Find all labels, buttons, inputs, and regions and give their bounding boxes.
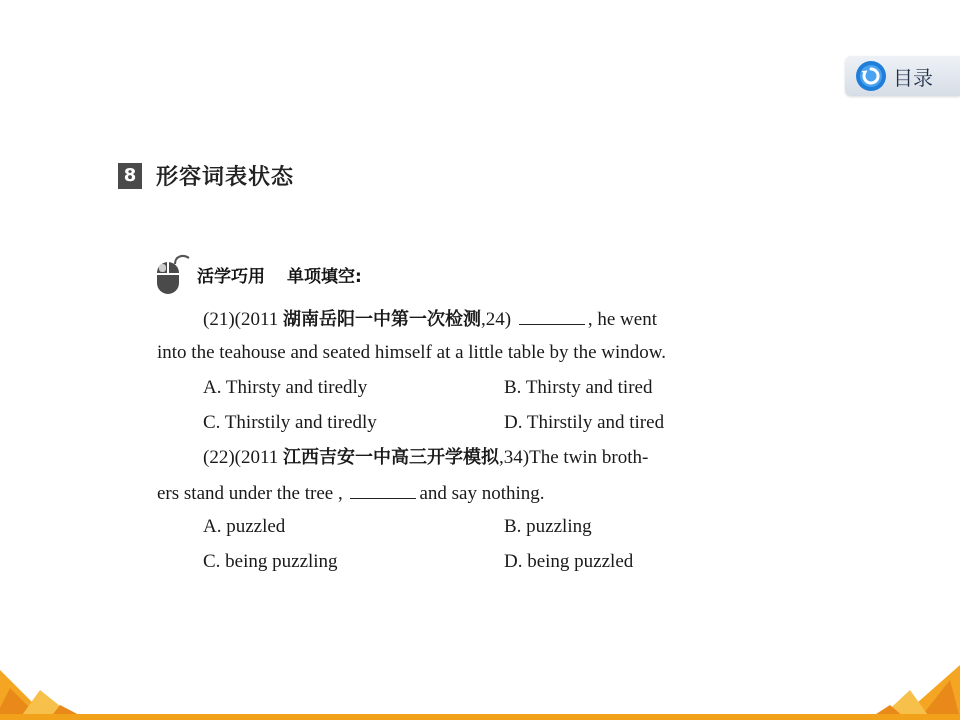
q22-source: 江西吉安一中高三开学模拟 (283, 447, 500, 468)
q22-number: (22) (203, 447, 235, 468)
q21-source: 湖南岳阳一中第一次检测 (283, 309, 482, 330)
q22-stem-start: ers stand under the tree , (157, 483, 343, 504)
return-icon (855, 60, 887, 92)
q21-option-c[interactable]: C. Thirstily and tiredly (203, 412, 377, 433)
q21-source-year: (2011 (234, 309, 279, 330)
corner-decoration-left (0, 660, 110, 720)
sub-heading-instruction: 单项填空: (287, 266, 362, 287)
q22-source-year: (2011 (234, 447, 279, 468)
q21-option-b[interactable]: B. Thirsty and tired (504, 377, 653, 398)
q22-line1 (203, 446, 648, 470)
q21-number: (21) (203, 309, 235, 330)
section-number: 8 (118, 163, 142, 189)
q21-option-a[interactable]: A. Thirsty and tiredly (203, 377, 368, 398)
q22-stem-tail: and say nothing. (419, 483, 545, 504)
sub-heading-label: 活学巧用 (197, 266, 265, 287)
q22-option-b[interactable]: B. puzzling (504, 516, 592, 537)
q21-source-num: ,24) (481, 309, 512, 330)
corner-decoration-right (850, 660, 960, 720)
q21-option-d[interactable]: D. Thirstily and tired (504, 412, 665, 433)
section-header (118, 160, 294, 191)
q21-stem-end: , he went (587, 309, 657, 330)
section-title: 形容词表状态 (156, 165, 295, 190)
q22-line2 (157, 480, 545, 506)
q22-blank[interactable] (350, 480, 416, 499)
q22-option-c[interactable]: C. being puzzling (203, 551, 338, 572)
mouse-icon (155, 252, 191, 296)
q21-line2: into the teahouse and seated himself at a little table by the window. (157, 342, 666, 363)
q21-line1 (203, 306, 657, 332)
q22-option-d[interactable]: D. being puzzled (504, 551, 634, 572)
q21-blank[interactable] (519, 306, 585, 325)
toc-button[interactable] (845, 56, 960, 96)
sub-heading (155, 252, 362, 296)
bottom-accent-bar (0, 714, 960, 720)
toc-label: 目录 (893, 65, 933, 90)
q22-stem-end: The twin broth- (529, 447, 649, 468)
q22-option-a[interactable]: A. puzzled (203, 516, 286, 537)
q22-source-num: ,34) (499, 447, 530, 468)
